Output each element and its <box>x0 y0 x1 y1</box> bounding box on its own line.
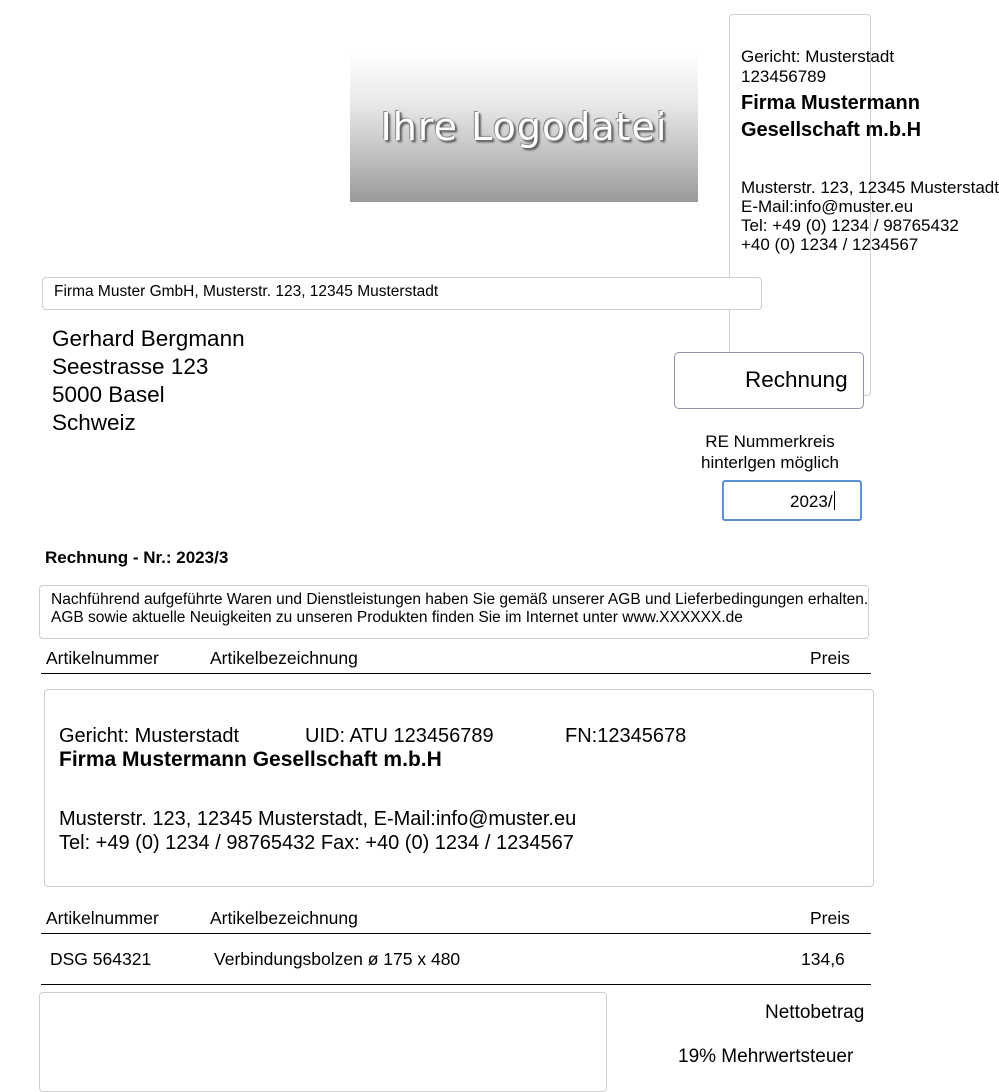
company-court: Gericht: Musterstadt <box>741 47 895 66</box>
intro-line1: Nachführend aufgeführte Waren und Dienstleistungen haben Sie gemäß unserer AGB und Lieferbedingungen erhalten. <box>51 591 869 608</box>
recipient-city: 5000 Basel <box>52 382 165 407</box>
company-logo <box>350 52 698 202</box>
company-info-box <box>729 14 999 396</box>
number-circle-note <box>670 431 870 473</box>
header-price: Preis <box>810 648 850 668</box>
vat-label: 19% Mehrwertsteuer <box>678 1046 854 1067</box>
table-header <box>41 900 871 934</box>
item-article-number: DSG 564321 <box>50 949 152 969</box>
header-article-number: Artikelnummer <box>46 908 159 928</box>
text-cursor <box>834 491 835 510</box>
number-circle-value: 2023/ <box>790 492 833 511</box>
company-street: Musterstr. 123, 12345 Musterstadt <box>741 178 999 197</box>
recipient-address[interactable] <box>52 325 245 437</box>
intro-line2: AGB sowie aktuelle Neuigkeiten zu unseren Produkten finden Sie im Internet unter www.XXXXXX.de <box>51 609 743 626</box>
header-description: Artikelbezeichnung <box>210 648 358 668</box>
header-description: Artikelbezeichnung <box>210 908 358 928</box>
header-price: Preis <box>810 908 850 928</box>
footer-info-box[interactable] <box>44 689 874 887</box>
recipient-street: Seestrasse 123 <box>52 354 209 379</box>
footer-phone: Tel: +49 (0) 1234 / 98765432 Fax: +40 (0) 1234 / 1234567 <box>59 832 574 854</box>
company-email: E-Mail:info@muster.eu <box>741 197 914 216</box>
company-phone: Tel: +49 (0) 1234 / 98765432 <box>741 216 959 235</box>
footer-court: Gericht: Musterstadt <box>59 725 240 747</box>
document-type-label: Rechnung <box>745 367 848 392</box>
company-id: 123456789 <box>741 67 827 86</box>
net-amount-label: Nettobetrag <box>765 1002 865 1023</box>
number-circle-note-line1: RE Nummerkreis <box>705 432 835 451</box>
remarks-box[interactable] <box>39 992 607 1092</box>
logo-text: Ihre Logodatei <box>380 105 668 149</box>
recipient-name: Gerhard Bergmann <box>52 326 245 351</box>
item-price: 134,6 <box>801 949 845 969</box>
table-row[interactable] <box>41 934 871 985</box>
header-article-number: Artikelnummer <box>46 648 159 668</box>
footer-fn: FN:12345678 <box>565 725 687 747</box>
footer-uid: UID: ATU 123456789 <box>305 725 494 747</box>
invoice-number: Rechnung - Nr.: 2023/3 <box>45 548 229 567</box>
document-type-button[interactable] <box>674 352 864 409</box>
footer-company: Firma Mustermann Gesellschaft m.b.H <box>59 748 442 771</box>
sender-line-field[interactable] <box>42 277 762 310</box>
recipient-country: Schweiz <box>52 410 136 435</box>
intro-text-box[interactable] <box>39 585 869 639</box>
number-circle-note-line2: hinterlgen möglich <box>701 453 839 472</box>
company-fax: +40 (0) 1234 / 1234567 <box>741 235 919 254</box>
company-name-line2: Gesellschaft m.b.H <box>741 119 922 141</box>
company-name-line1: Firma Mustermann <box>741 92 920 114</box>
sender-line-text: Firma Muster GmbH, Musterstr. 123, 12345 Musterstadt <box>54 283 439 300</box>
item-description: Verbindungsbolzen ø 175 x 480 <box>214 949 461 969</box>
table-header <box>41 640 871 674</box>
footer-address: Musterstr. 123, 12345 Musterstadt, E-Mail:info@muster.eu <box>59 808 577 830</box>
number-circle-input[interactable] <box>722 480 862 521</box>
